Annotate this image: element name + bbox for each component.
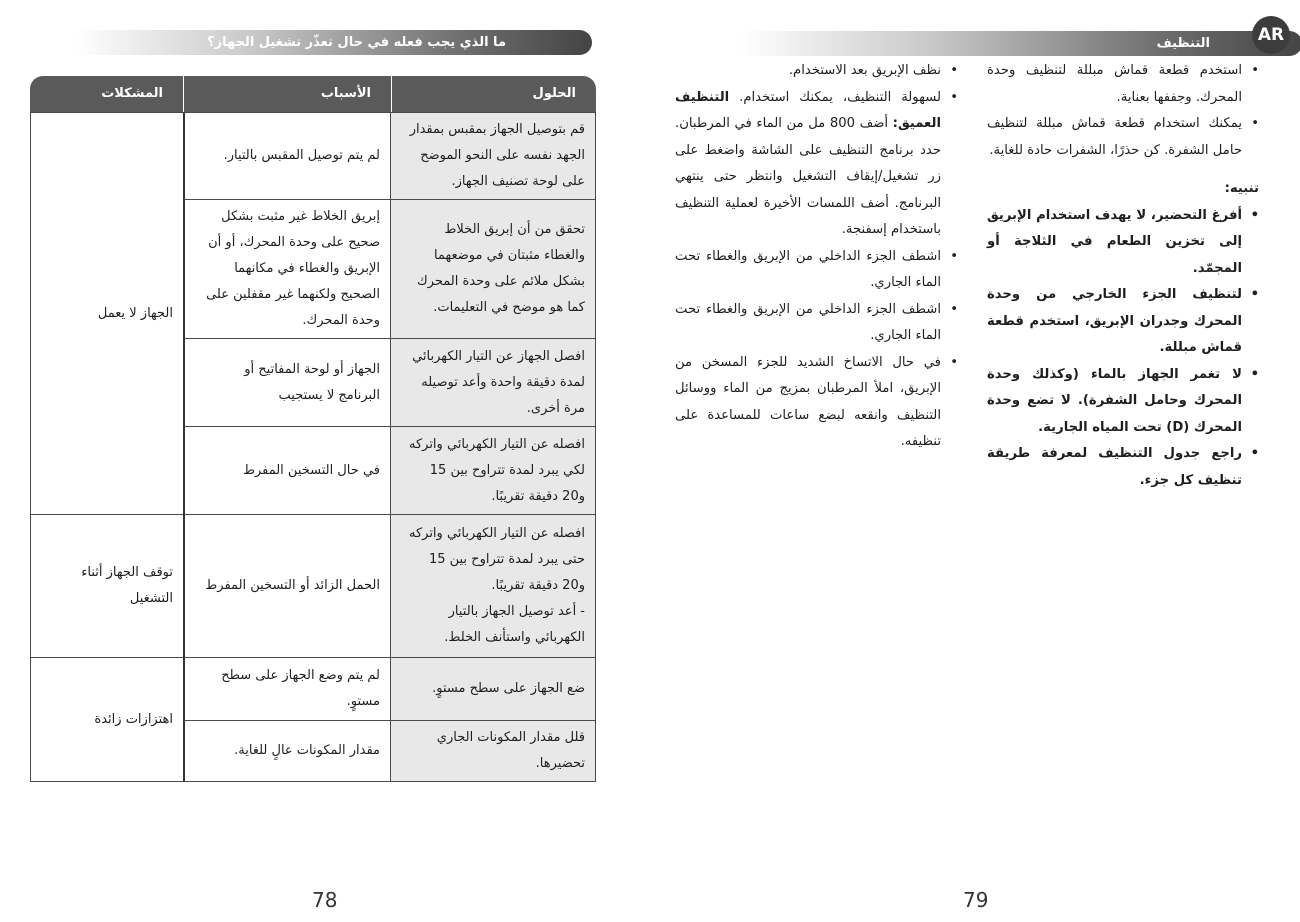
cleaning-steps-list xyxy=(675,58,958,456)
problem-cell: توقف الجهاز أثناء التشغيل xyxy=(30,515,183,658)
cleaning-title: التنظيف xyxy=(1156,36,1210,51)
header-causes: الأسباب xyxy=(183,76,391,112)
list-item: • اشطف الجزء الداخلي من الإبريق والغطاء تحت الماء الجاري. xyxy=(675,297,958,350)
solution-cell: ضع الجهاز على سطح مستوٍ. xyxy=(391,658,596,721)
solution-cell: افصل الجهاز عن التيار الكهربائي لمدة دقيقة واحدة وأعد توصيله مرة أخرى. xyxy=(391,339,596,427)
list-item xyxy=(675,85,958,244)
page-number: 79 xyxy=(963,888,989,912)
caution-list xyxy=(987,203,1259,495)
solution-cell: تحقق من أن إبريق الخلاط والغطاء مثبتان في موضعهما بشكل ملائم على وحدة المحرك كما هو موضح في التعليمات. xyxy=(391,200,596,339)
page-number: 78 xyxy=(312,888,338,912)
header-problems: المشكلات xyxy=(30,76,183,112)
table-row xyxy=(30,515,596,658)
table-row xyxy=(30,658,596,721)
cause-cell: الحمل الزائد أو التسخين المفرط xyxy=(183,515,391,658)
cleaning-header xyxy=(740,31,1300,56)
cause-cell: في حال التسخين المفرط xyxy=(183,427,391,515)
header-solutions: الحلول xyxy=(391,76,596,112)
cause-cell: لم يتم وضع الجهاز على سطح مستوٍ. xyxy=(183,658,391,721)
solution-extra-text: - أعد توصيل الجهاز بالتيار الكهربائي واستأنف الخلط. xyxy=(444,604,585,645)
list-item: • استخدم قطعة قماش مبللة لتنظيف وحدة المحرك. وجففها بعناية. xyxy=(987,58,1259,111)
list-item: • راجع جدول التنظيف لمعرفة طريقة تنظيف كل جزء. xyxy=(987,441,1259,494)
deep-clean-intro: لسهولة التنظيف، يمكنك استخدام. xyxy=(739,89,941,105)
deep-clean-text: أضف 800 مل من الماء في المرطبان. حدد برنامج التنظيف على الشاشة واضغط على زر تشغيل/إيقاف التشغيل وانتظر حتى ينتهي البرنامج. أضف اللمسات الأخيرة لعملية التنظيف باستخدام إسفنجة. xyxy=(675,116,941,237)
cleaning-list xyxy=(987,58,1259,164)
list-item: • يمكنك استخدام قطعة قماش مبللة لتنظيف حامل الشفرة. كن حذرًا، الشفرات حادة للغاية. xyxy=(987,111,1259,164)
solution-cell: قلل مقدار المكونات الجاري تحضيرها. xyxy=(391,721,596,782)
list-item: • اشطف الجزء الداخلي من الإبريق والغطاء تحت الماء الجاري. xyxy=(675,244,958,297)
problem-cell: الجهاز لا يعمل xyxy=(30,112,183,515)
table-header-row xyxy=(30,76,596,112)
cause-cell: لم يتم توصيل المقبس بالتيار. xyxy=(183,112,391,200)
troubleshooting-title: ما الذي يجب فعله في حال تعذّر تشغيل الجهاز؟ xyxy=(207,35,506,50)
list-item: • في حال الاتساخ الشديد للجزء المسخن من الإبريق، املأ المرطبان بمزيج من الماء ووسائل التنظيف وانقعه لبضع ساعات للمساعدة على تنظيفه. xyxy=(675,350,958,456)
caution-title: تنبيه: xyxy=(1224,181,1259,196)
list-item: • أفرغ التحضير، لا يهدف استخدام الإبريق إلى تخزين الطعام في الثلاجة أو المجمّد. xyxy=(987,203,1259,283)
solution-cell: قم بتوصيل الجهاز بمقبس بمقدار الجهد نفسه على النحو الموضح على لوحة تصنيف الجهاز. xyxy=(391,112,596,200)
solution-text: افصله عن التيار الكهربائي واتركه حتى يبرد لمدة تتراوح بين 15 و20 دقيقة تقريبًا. xyxy=(408,526,585,593)
table-row xyxy=(30,112,596,200)
page-79 xyxy=(650,0,1300,922)
deep-clean-label: التنظيف العميق: xyxy=(675,89,941,131)
cause-cell: إبريق الخلاط غير مثبت بشكل صحيح على وحدة المحرك، أو أن الإبريق والغطاء في مكانهما الصحيح ولكنهما غير مقفلين على وحدة المحرك. xyxy=(183,200,391,339)
list-item: • لا تغمر الجهاز بالماء (وكذلك وحدة المحرك وحامل الشفرة). لا تضع وحدة المحرك (D) تحت المياه الجارية. xyxy=(987,362,1259,442)
list-item: • لتنظيف الجزء الخارجي من وحدة المحرك وجدران الإبريق، استخدم قطعة قماش مبللة. xyxy=(987,282,1259,362)
cleaning-column-left xyxy=(675,58,958,456)
solution-cell xyxy=(391,515,596,658)
language-badge: AR xyxy=(1252,16,1290,54)
cause-cell: مقدار المكونات عالٍ للغاية. xyxy=(183,721,391,782)
troubleshooting-header xyxy=(75,30,592,55)
cleaning-column-right xyxy=(987,58,1259,494)
solution-cell: افصله عن التيار الكهربائي واتركه لكي يبرد لمدة تتراوح بين 15 و20 دقيقة تقريبًا. xyxy=(391,427,596,515)
problem-cell: اهتزازات زائدة xyxy=(30,658,183,782)
troubleshooting-table xyxy=(30,76,596,782)
list-item: • نظف الإبريق بعد الاستخدام. xyxy=(675,58,958,85)
cause-cell: الجهاز أو لوحة المفاتيح أو البرنامج لا يستجيب xyxy=(183,339,391,427)
